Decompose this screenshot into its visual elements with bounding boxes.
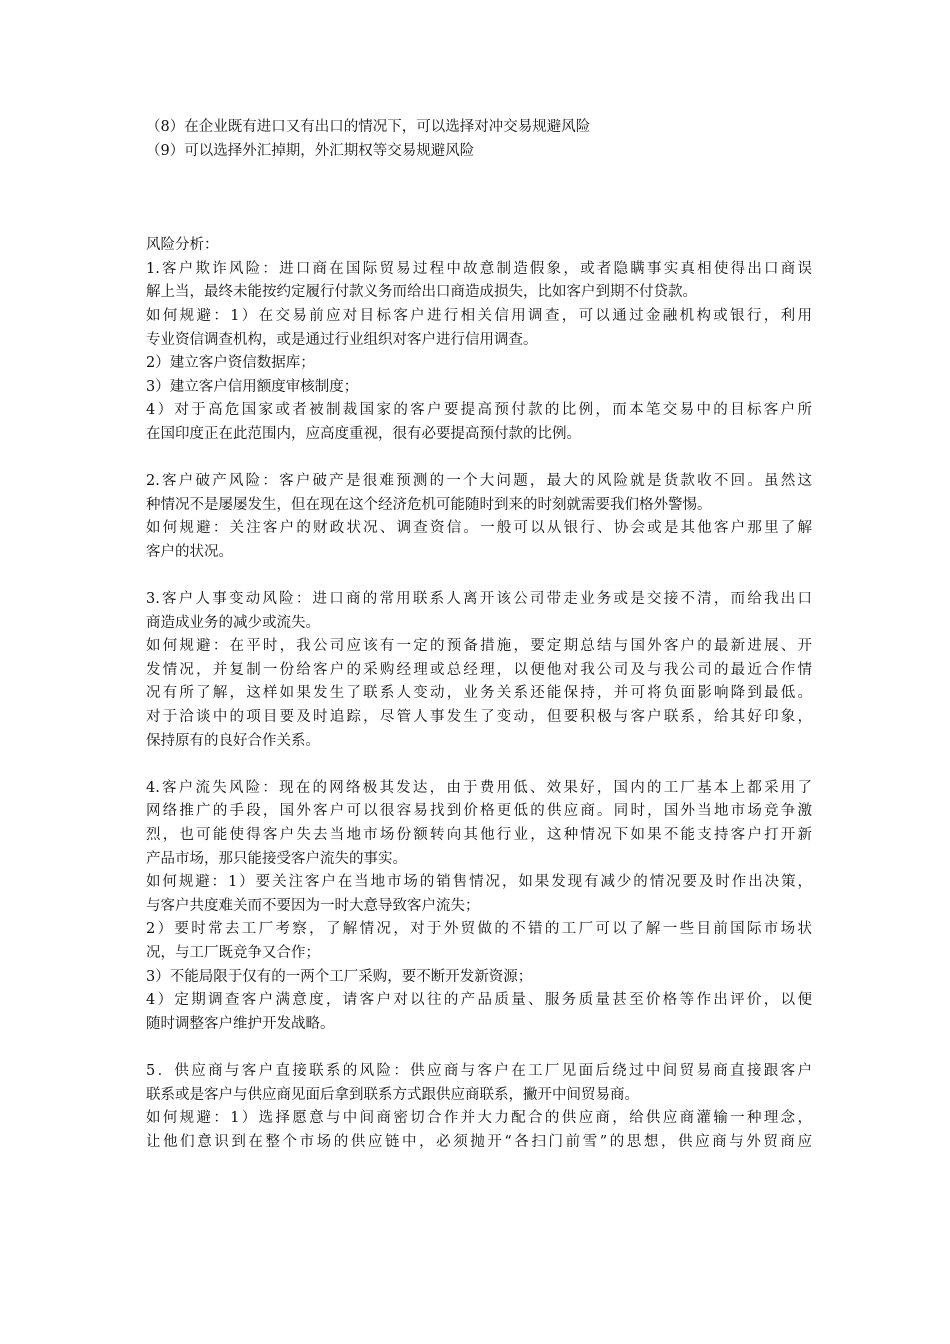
text-line: 4）定期调查客户满意度，请客户对以往的产品质量、服务质量甚至价格等作出评价，以便 bbox=[146, 992, 812, 1009]
text-line: 1.客户欺诈风险：进口商在国际贸易过程中故意制造假象，或者隐瞒事实真相使得出口商误 bbox=[146, 260, 812, 277]
text-line: 如何规避：1）要关注客户在当地市场的销售情况，如果发现有减少的情况要及时作出决策， bbox=[146, 874, 812, 891]
spacer bbox=[146, 163, 812, 234]
text-line: 对于洽谈中的项目要及时追踪，尽管人事发生了变动，但要积极与客户联系，给其好印象， bbox=[146, 709, 812, 726]
text-line: 2.客户破产风险：客户破产是很难预测的一个大问题，最大的风险就是货款收不回。虽然这 bbox=[146, 473, 812, 490]
paragraph-spacer bbox=[146, 753, 812, 777]
text-line: 5．供应商与客户直接联系的风险：供应商与客户在工厂见面后绕过中间贸易商直接跟客户 bbox=[146, 1062, 812, 1079]
text-line: 保持原有的良好合作关系。 bbox=[146, 732, 320, 749]
text-line: 发情况，并复制一份给客户的采购经理或总经理，以便他对我公司及与我公司的最近合作情 bbox=[146, 661, 812, 678]
text-line: 况有所了解，这样如果发生了联系人变动，业务关系还能保持，并可将负面影响降到最低。 bbox=[146, 685, 812, 702]
text-line: 如何规避：1）在交易前应对目标客户进行相关信用调查，可以通过金融机构或银行，利用 bbox=[146, 307, 812, 324]
paragraph bbox=[146, 1060, 812, 1154]
text-line: 3）建立客户信用额度审核制度； bbox=[146, 378, 359, 395]
text-line: 2）要时常去工厂考察，了解情况，对于外贸做的不错的工厂可以了解一些目前国际市场状 bbox=[146, 921, 812, 938]
paragraph bbox=[146, 777, 812, 1037]
text-line: 解上当，最终未能按约定履行付款义务而给出口商造成损失，比如客户到期不付贷款。 bbox=[146, 284, 697, 301]
text-line: 烈，也可能使得客户失去当地市场份额转向其他行业，这种情况下如果不能支持客户打开新 bbox=[146, 827, 812, 844]
text-line: 种情况不是屡屡发生，但在现在这个经济危机可能随时到来的时刻就需要我们格外警惕。 bbox=[146, 496, 712, 513]
text-line: 如何规避：1）选择愿意与中间商密切合作并大力配合的供应商，给供应商灌输一种理念， bbox=[146, 1110, 812, 1127]
text-line: 3.客户人事变动风险：进口商的常用联系人离开该公司带走业务或是交接不清，而给我出口 bbox=[146, 591, 812, 608]
text-line: 让他们意识到在整个市场的供应链中，必须抛开“各扫门前雪”的思想，供应商与外贸商应 bbox=[146, 1133, 812, 1150]
paragraph bbox=[146, 258, 812, 447]
text-line: 4.客户流失风险：现在的网络极其发达，由于费用低、效果好，国内的工厂基本上都采用了 bbox=[146, 779, 812, 796]
paragraph bbox=[146, 470, 812, 564]
text-line: 商造成业务的减少或流失。 bbox=[146, 614, 320, 631]
list-item: （9）可以选择外汇掉期，外汇期权等交易规避风险 bbox=[146, 142, 475, 159]
text-line: 随时调整客户维护开发战略。 bbox=[146, 1015, 335, 1032]
text-line: 网络推广的手段，国外客户可以很容易找到价格更低的供应商。同时，国外当地市场竞争激 bbox=[146, 803, 812, 820]
paragraph-spacer bbox=[146, 565, 812, 589]
text-line: 客户的状况。 bbox=[146, 543, 233, 560]
text-line: 如何规避：在平时，我公司应该有一定的预备措施，要定期总结与国外客户的最新进展、开 bbox=[146, 638, 812, 655]
paragraph bbox=[146, 588, 812, 753]
document-page bbox=[146, 116, 812, 1154]
text-line: 3）不能局限于仅有的一两个工厂采购，要不断开发新资源； bbox=[146, 968, 533, 985]
text-line: 如何规避：关注客户的财政状况、调查资信。一般可以从银行、协会或是其他客户那里了解 bbox=[146, 520, 812, 537]
text-line: 在国印度正在此范围内，应高度重视，很有必要提高预付款的比例。 bbox=[146, 425, 581, 442]
top-list bbox=[146, 116, 812, 163]
paragraph-container bbox=[146, 258, 812, 1155]
section-heading: 风险分析： bbox=[146, 237, 219, 254]
text-line: 联系或是客户与供应商见面后拿到联系方式跟供应商联系，撇开中间贸易商。 bbox=[146, 1086, 639, 1103]
text-line: 4）对于高危国家或者被制裁国家的客户要提高预付款的比例，而本笔交易中的目标客户所 bbox=[146, 402, 812, 419]
text-line: 况，与工厂既竞争又合作； bbox=[146, 945, 320, 961]
text-line: 与客户共度难关而不要因为一时大意导致客户流失； bbox=[146, 897, 480, 914]
list-item: （8）在企业既有进口又有出口的情况下，可以选择对冲交易规避风险 bbox=[146, 119, 591, 135]
text-line: 产品市场，那只能接受客户流失的事实。 bbox=[146, 850, 407, 867]
paragraph-spacer bbox=[146, 447, 812, 471]
paragraph-spacer bbox=[146, 1036, 812, 1060]
text-line: 专业资信调查机构，或是通过行业组织对客户进行信用调查。 bbox=[146, 331, 538, 348]
text-line: 2）建立客户资信数据库； bbox=[146, 355, 315, 372]
